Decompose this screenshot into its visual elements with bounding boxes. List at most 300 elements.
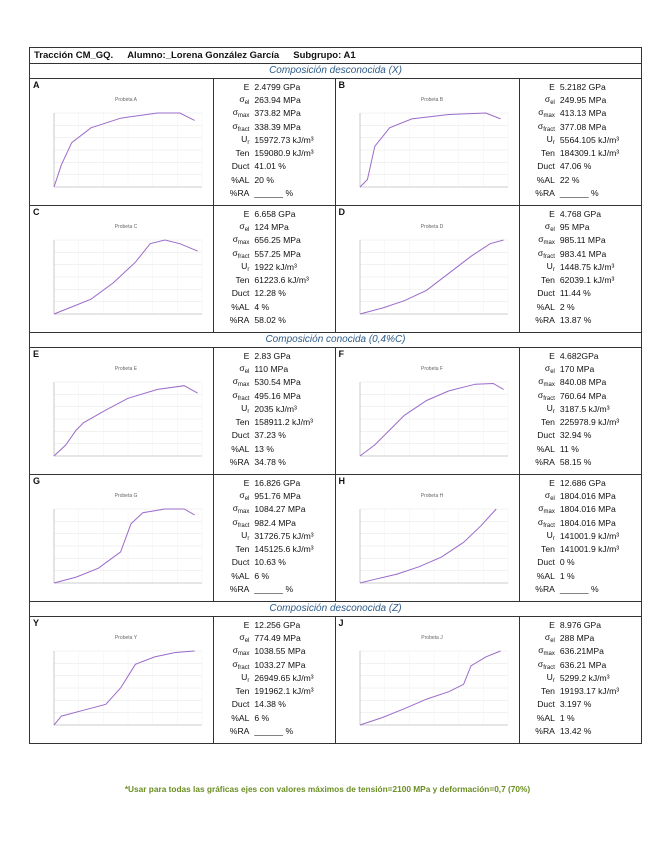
property-row-E — [214, 349, 334, 362]
property-row-Ur — [214, 529, 334, 542]
property-key — [214, 134, 254, 146]
properties-cell — [214, 348, 335, 474]
property-row-sfract — [214, 389, 334, 402]
subgroup: Subgrupo: A1 — [293, 50, 356, 61]
property-subscript: el — [244, 368, 250, 375]
property-value: 2 % — [559, 301, 575, 312]
property-key — [214, 363, 254, 375]
property-value: 20 % — [254, 174, 274, 185]
property-value: 951.76 MPa — [254, 490, 301, 501]
property-key: %AL — [536, 443, 555, 454]
property-key: Ten — [235, 148, 250, 159]
property-row-smax — [520, 376, 641, 389]
property-key: Duct — [537, 430, 555, 441]
property-value: 1038.55 MPa — [254, 646, 306, 657]
property-key: E — [243, 619, 250, 630]
property-subscript: el — [550, 495, 555, 502]
property-row-smax — [214, 107, 334, 120]
property-row-AL — [520, 442, 641, 455]
property-row-sel — [520, 362, 641, 375]
property-key: %AL — [536, 712, 555, 723]
chart-cell — [336, 348, 520, 474]
property-symbol: U — [546, 529, 553, 540]
property-symbol: σ — [232, 376, 239, 387]
properties-cell — [214, 206, 335, 332]
property-row-RA — [520, 582, 641, 595]
property-row-Ur — [520, 671, 641, 684]
property-key — [520, 376, 560, 388]
properties-cell — [520, 206, 641, 332]
stress-strain-curve — [54, 386, 198, 456]
property-symbol: σ — [544, 631, 551, 642]
property-key — [520, 261, 560, 273]
property-row-sfract — [214, 658, 334, 671]
property-row-sfract — [520, 516, 641, 529]
property-symbol: U — [241, 260, 248, 271]
property-symbol: U — [241, 133, 248, 144]
property-symbol: U — [241, 671, 248, 682]
property-key — [214, 517, 254, 529]
property-row-RA — [214, 724, 334, 737]
sample-label: G — [33, 476, 41, 486]
stress-strain-chart — [342, 91, 514, 199]
property-key — [214, 121, 254, 133]
property-key: %RA — [229, 726, 250, 737]
plot-title: Probeta H — [420, 493, 443, 499]
property-key: %RA — [229, 315, 250, 326]
property-key — [214, 490, 254, 502]
property-key: %RA — [535, 584, 555, 595]
property-value: 263.94 MPa — [254, 94, 301, 105]
property-symbol: σ — [232, 645, 239, 656]
property-key: E — [549, 619, 555, 630]
property-row-Duct — [520, 160, 641, 173]
property-subscript: r — [247, 408, 250, 415]
property-value: 760.64 MPa — [559, 390, 607, 401]
sample-label: Y — [33, 618, 40, 628]
property-value: 225978.9 kJ/m³ — [559, 417, 620, 428]
sample-label: D — [338, 207, 345, 217]
property-symbol: σ — [232, 503, 239, 514]
property-value: 1 % — [559, 712, 575, 723]
sample-label: A — [33, 80, 40, 90]
property-value: 377.08 MPa — [559, 121, 607, 132]
property-row-Ten — [520, 146, 641, 159]
property-value: 34.78 % — [254, 457, 286, 468]
sample-row — [30, 206, 641, 333]
property-symbol: σ — [232, 247, 238, 258]
property-key: %RA — [229, 188, 250, 199]
property-key: %AL — [231, 443, 250, 454]
property-key: %AL — [231, 174, 250, 185]
property-row-Ten — [214, 542, 334, 555]
property-symbol: U — [241, 529, 248, 540]
property-value: 985.11 MPa — [559, 235, 606, 246]
property-key — [520, 221, 560, 233]
property-value: 1804.016 MPa — [559, 504, 616, 515]
property-subscript: fract — [237, 522, 250, 529]
property-value: 191962.1 kJ/m³ — [254, 686, 314, 697]
property-row-AL — [214, 442, 334, 455]
sample-row — [30, 79, 641, 206]
property-symbol: σ — [239, 362, 245, 373]
sample-row — [30, 475, 641, 602]
property-row-sfract — [214, 120, 334, 133]
property-row-RA — [520, 455, 641, 468]
property-row-Duct — [214, 160, 334, 173]
property-row-AL — [520, 711, 641, 724]
property-row-Ur — [520, 260, 641, 273]
property-key — [520, 403, 560, 415]
properties-cell — [520, 79, 641, 205]
property-row-Ten — [520, 542, 641, 555]
property-key: %RA — [535, 188, 555, 199]
property-row-Ur — [520, 133, 641, 146]
property-key: Duct — [537, 699, 555, 710]
plot-title: Probeta C — [114, 224, 138, 230]
property-row-E — [214, 476, 334, 489]
property-key — [520, 363, 560, 375]
property-subscript: max — [238, 240, 250, 247]
property-symbol: σ — [239, 93, 245, 104]
property-value: 110 MPa — [254, 363, 289, 374]
property-key: Duct — [231, 161, 250, 172]
property-value: 5299.2 kJ/m³ — [559, 672, 610, 683]
property-row-Duct — [214, 556, 334, 569]
property-key: %AL — [536, 301, 555, 312]
property-value: 636.21 MPa — [559, 659, 607, 670]
chart-cell — [30, 79, 214, 205]
property-key: E — [243, 81, 250, 92]
property-row-Ten — [214, 146, 334, 159]
property-subscript: el — [550, 637, 555, 644]
property-symbol: σ — [544, 362, 551, 373]
property-key: %RA — [535, 457, 555, 468]
stress-strain-chart — [342, 360, 514, 468]
property-symbol: σ — [538, 376, 544, 387]
property-key: Duct — [231, 699, 250, 710]
section-title: Composición desconocida (Z) — [30, 602, 641, 617]
property-row-Ten — [214, 273, 334, 286]
property-row-Ten — [520, 415, 641, 428]
property-subscript: el — [244, 99, 250, 106]
results-sheet — [29, 47, 642, 744]
property-row-Duct — [214, 429, 334, 442]
property-key: %RA — [535, 315, 555, 326]
chart-cell — [30, 475, 214, 601]
property-key — [520, 107, 560, 119]
property-value: 338.39 MPa — [254, 121, 301, 132]
properties-cell — [214, 617, 335, 743]
properties-cell — [520, 475, 641, 601]
property-value: 840.08 MPa — [559, 377, 607, 388]
property-symbol: U — [546, 671, 553, 682]
property-key: E — [549, 350, 555, 361]
property-row-Ur — [520, 402, 641, 415]
property-key: Duct — [537, 557, 555, 568]
property-value: 145125.6 kJ/m³ — [254, 544, 314, 555]
property-key: Duct — [537, 161, 555, 172]
property-value: 656.25 MPa — [254, 235, 301, 246]
properties-cell — [520, 348, 641, 474]
property-symbol: σ — [239, 489, 245, 500]
property-value: 95 MPa — [559, 221, 590, 232]
property-row-E — [520, 618, 641, 631]
property-value: 1804.016 MPa — [559, 517, 616, 528]
property-key: E — [549, 81, 555, 92]
property-row-Ten — [520, 684, 641, 697]
property-row-Duct — [214, 287, 334, 300]
footnote: *Usar para todas las gráficas ejes con valores máximos de tensión=2100 MPa y deformación=0,7 (70%) — [124, 784, 531, 794]
property-subscript: max — [543, 240, 555, 247]
property-symbol: σ — [232, 658, 238, 669]
property-value: 636.21MPa — [559, 646, 604, 657]
property-row-AL — [214, 300, 334, 313]
property-key: %AL — [536, 570, 555, 581]
property-key — [520, 645, 560, 657]
property-key: %AL — [231, 570, 250, 581]
property-key — [214, 94, 254, 106]
property-value: 22 % — [559, 174, 580, 185]
property-value: 47.06 % — [559, 161, 592, 172]
chart-cell — [30, 348, 214, 474]
property-row-sfract — [520, 658, 641, 671]
property-symbol: σ — [537, 516, 544, 527]
property-row-smax — [214, 645, 334, 658]
property-row-Ur — [214, 260, 334, 273]
property-value: 1804.016 MPa — [559, 490, 616, 501]
property-row-smax — [520, 234, 641, 247]
property-value: 1084.27 MPa — [254, 504, 306, 515]
property-row-smax — [520, 107, 641, 120]
property-key: E — [549, 208, 555, 219]
sample-row — [30, 348, 641, 475]
property-key — [520, 503, 560, 515]
property-value: 1448.75 kJ/m³ — [559, 261, 615, 272]
property-row-E — [520, 207, 641, 220]
plot-title: Probeta F — [420, 366, 443, 372]
property-key — [520, 121, 560, 133]
sample-row — [30, 617, 641, 743]
property-key: E — [243, 208, 250, 219]
property-value: 0 % — [559, 557, 575, 568]
property-key: %AL — [536, 174, 555, 185]
property-row-smax — [214, 376, 334, 389]
sample-label: F — [338, 349, 344, 359]
property-symbol: U — [546, 133, 553, 144]
property-row-E — [214, 618, 334, 631]
property-value: 4 % — [254, 301, 270, 312]
property-value: 6 % — [254, 712, 270, 723]
property-key — [520, 134, 560, 146]
property-subscript: el — [550, 226, 555, 233]
property-value: 19193.17 kJ/m³ — [559, 686, 620, 697]
chart-cell — [336, 206, 520, 332]
chart-cell — [30, 206, 214, 332]
property-key — [214, 503, 254, 515]
property-key: Duct — [231, 430, 250, 441]
property-value: 1 % — [559, 570, 575, 581]
property-row-E — [520, 80, 641, 93]
property-subscript: r — [247, 677, 250, 684]
property-symbol: σ — [232, 234, 239, 245]
property-value: 8.976 GPa — [559, 619, 601, 630]
property-value: 4.682GPa — [559, 350, 599, 361]
property-key: E — [549, 477, 555, 488]
stress-strain-chart — [36, 629, 208, 737]
sample-label: B — [338, 80, 345, 90]
property-value: 6.658 GPa — [254, 208, 296, 219]
chart-cell — [336, 475, 520, 601]
property-subscript: el — [244, 495, 250, 502]
property-key — [214, 530, 254, 542]
property-symbol: σ — [538, 234, 544, 245]
property-value: 413.13 MPa — [559, 108, 607, 119]
property-value: ______ % — [254, 726, 294, 737]
property-value: 10.63 % — [254, 557, 286, 568]
property-symbol: U — [241, 402, 248, 413]
property-row-sel — [520, 631, 641, 644]
property-value: 1922 kJ/m³ — [254, 261, 297, 272]
property-value: 16.826 GPa — [254, 477, 301, 488]
plot-title: Probeta J — [420, 635, 443, 641]
property-row-AL — [214, 173, 334, 186]
property-value: 141001.9 kJ/m³ — [559, 544, 620, 555]
property-key: Ten — [235, 417, 250, 428]
property-symbol: σ — [537, 389, 544, 400]
property-subscript: r — [247, 535, 250, 542]
property-key — [520, 490, 560, 502]
plot-title: Probeta B — [420, 97, 443, 103]
sample-label: J — [338, 618, 344, 628]
property-row-Ten — [520, 273, 641, 286]
property-value: ______ % — [559, 584, 599, 595]
property-value: 170 MPa — [559, 363, 595, 374]
property-key — [520, 248, 560, 260]
property-value: 6 % — [254, 570, 270, 581]
property-value: 983.41 MPa — [559, 248, 607, 259]
property-key — [214, 221, 254, 233]
property-value: 3.197 % — [559, 699, 592, 710]
section-title: Composición desconocida (X) — [30, 64, 641, 79]
property-subscript: max — [238, 382, 250, 389]
property-value: ______ % — [559, 188, 599, 199]
property-row-sel — [214, 362, 334, 375]
property-key — [520, 390, 560, 402]
property-row-E — [520, 349, 641, 362]
property-subscript: r — [552, 139, 555, 146]
property-row-Ten — [214, 415, 334, 428]
plot-title: Probeta E — [114, 366, 138, 372]
property-subscript: max — [543, 113, 555, 120]
property-row-sel — [520, 489, 641, 502]
property-key: Ten — [541, 417, 555, 428]
property-key: %RA — [535, 726, 555, 737]
property-subscript: r — [552, 266, 555, 273]
properties-cell — [520, 617, 641, 743]
property-symbol: σ — [544, 489, 551, 500]
property-key: %AL — [231, 712, 250, 723]
property-subscript: fract — [237, 395, 250, 402]
property-row-E — [214, 80, 334, 93]
sheet-header — [30, 48, 641, 64]
property-value: 184309.1 kJ/m³ — [559, 148, 620, 159]
property-key — [520, 234, 560, 246]
property-subscript: max — [543, 382, 555, 389]
property-row-AL — [520, 569, 641, 582]
property-subscript: el — [550, 99, 555, 106]
property-value: 2.4799 GPa — [254, 81, 301, 92]
property-value: 12.28 % — [254, 288, 286, 299]
property-value: 288 MPa — [559, 632, 595, 643]
property-key — [214, 234, 254, 246]
property-key: Duct — [537, 288, 555, 299]
property-symbol: σ — [232, 107, 239, 118]
property-value: ______ % — [254, 188, 294, 199]
property-key: Duct — [231, 288, 250, 299]
property-row-Duct — [520, 287, 641, 300]
property-key — [520, 94, 560, 106]
property-value: 13.87 % — [559, 315, 592, 326]
property-row-RA — [214, 582, 334, 595]
student-name: Alumno:_Lorena González García — [127, 50, 280, 61]
property-row-sel — [520, 93, 641, 106]
property-value: 62039.1 kJ/m³ — [559, 275, 615, 286]
property-subscript: r — [552, 677, 555, 684]
property-subscript: fract — [543, 664, 555, 671]
property-row-sfract — [520, 389, 641, 402]
property-value: 12.256 GPa — [254, 619, 301, 630]
property-value: 41.01 % — [254, 161, 286, 172]
property-row-Duct — [520, 556, 641, 569]
property-row-Ur — [214, 671, 334, 684]
property-key — [214, 645, 254, 657]
property-symbol: σ — [538, 503, 544, 514]
property-value: ______ % — [254, 584, 294, 595]
property-value: 982.4 MPa — [254, 517, 296, 528]
property-subscript: r — [247, 266, 250, 273]
property-value: 61223.6 kJ/m³ — [254, 275, 309, 286]
property-row-Ten — [214, 684, 334, 697]
property-value: 141001.9 kJ/m³ — [559, 530, 620, 541]
property-key — [520, 659, 560, 671]
property-row-Duct — [214, 698, 334, 711]
property-subscript: fract — [543, 126, 555, 133]
property-key: E — [243, 350, 250, 361]
property-row-Duct — [520, 698, 641, 711]
property-subscript: r — [247, 139, 250, 146]
property-value: 5564.105 kJ/m³ — [559, 134, 620, 145]
section-title: Composición conocida (0,4%C) — [30, 333, 641, 348]
property-row-AL — [520, 173, 641, 186]
stress-strain-chart — [36, 91, 208, 199]
property-row-smax — [214, 503, 334, 516]
property-row-AL — [520, 300, 641, 313]
property-key: Ten — [541, 275, 555, 286]
property-row-sel — [520, 220, 641, 233]
property-row-E — [214, 207, 334, 220]
property-symbol: σ — [544, 93, 551, 104]
sample-label: E — [33, 349, 40, 359]
stress-strain-chart — [342, 487, 514, 595]
property-subscript: el — [550, 368, 555, 375]
property-symbol: σ — [544, 220, 551, 231]
property-value: 557.25 MPa — [254, 248, 301, 259]
property-key: %RA — [229, 584, 250, 595]
property-subscript: fract — [543, 395, 555, 402]
property-subscript: max — [238, 113, 250, 120]
property-symbol: σ — [239, 220, 245, 231]
